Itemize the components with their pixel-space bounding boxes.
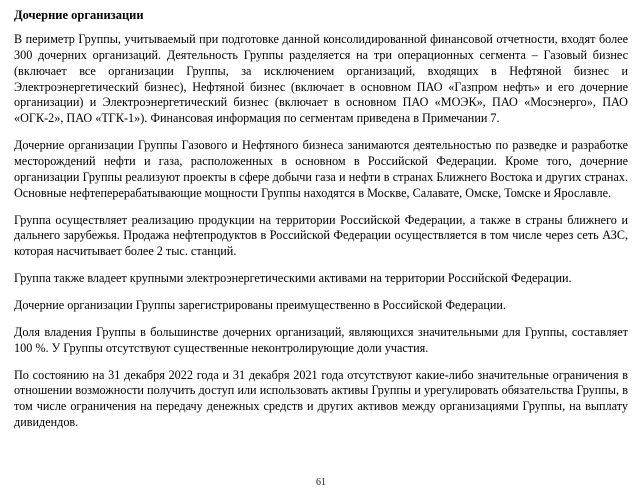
- paragraph-subsidiaries-perimeter: В периметр Группы, учитываемый при подготовке данной консолидированной финансовой отчетности, входят более 300 дочерних организаций. Деятельность Группы разделяется на три операционных сегмента – Газовый бизнес (включает все организации Группы, за исключением организаций, входящих в Нефтяной бизнес и Электроэнергетический бизнес), Нефтяной бизнес (включает в основном ПАО «Газпром нефть» и его дочерние организации) и Электроэнергетический бизнес (включает в основном ПАО «МОЭК», ПАО «Мосэнерго», ПАО «ОГК-2», ПАО «ТГК-1»). Финансовая информация по сегментам приведена в Примечании 7.: [14, 32, 628, 126]
- paragraph-exploration-production: Дочерние организации Группы Газового и Нефтяного бизнеса занимаются деятельностью по разведке и разработке месторождений нефти и газа, расположенных в основном в Российской Федерации. Кроме того, дочерние организации Группы реализуют проекты в сфере добычи газа и нефти в странах Ближнего Востока и других странах. Основные нефтеперерабатывающие мощности Группы находятся в Москве, Салавате, Омске, Томске и Ярославле.: [14, 138, 628, 200]
- paragraph-sales-network: Группа осуществляет реализацию продукции на территории Российской Федерации, а также в страны ближнего и дальнего зарубежья. Продажа нефтепродуктов в Российской Федерации осуществляется в том числе через сеть АЗС, которая насчитывает более 2 тыс. станций.: [14, 212, 628, 259]
- paragraph-registration: Дочерние организации Группы зарегистрированы преимущественно в Российской Федерации.: [14, 298, 506, 313]
- paragraph-power-assets: Группа также владеет крупными электроэнергетическими активами на территории Российской Федерации.: [14, 271, 572, 286]
- page-number: 61: [316, 477, 326, 488]
- paragraph-ownership-share: Доля владения Группы в большинстве дочерних организаций, являющихся значительными для Группы, составляет 100 %. У Группы отсутствуют существенные неконтролирующие доли участия.: [14, 324, 628, 355]
- paragraph-restrictions: По состоянию на 31 декабря 2022 года и 31 декабря 2021 года отсутствуют какие-либо значительные ограничения в отношении возможности получить доступ или использовать активы Группы и урегулировать обязательства Группы, в том числе ограничения на передачу денежных средств и других активов между организациями Группы, на выплату дивидендов.: [14, 367, 628, 430]
- page-title: Дочерние организации: [14, 8, 144, 22]
